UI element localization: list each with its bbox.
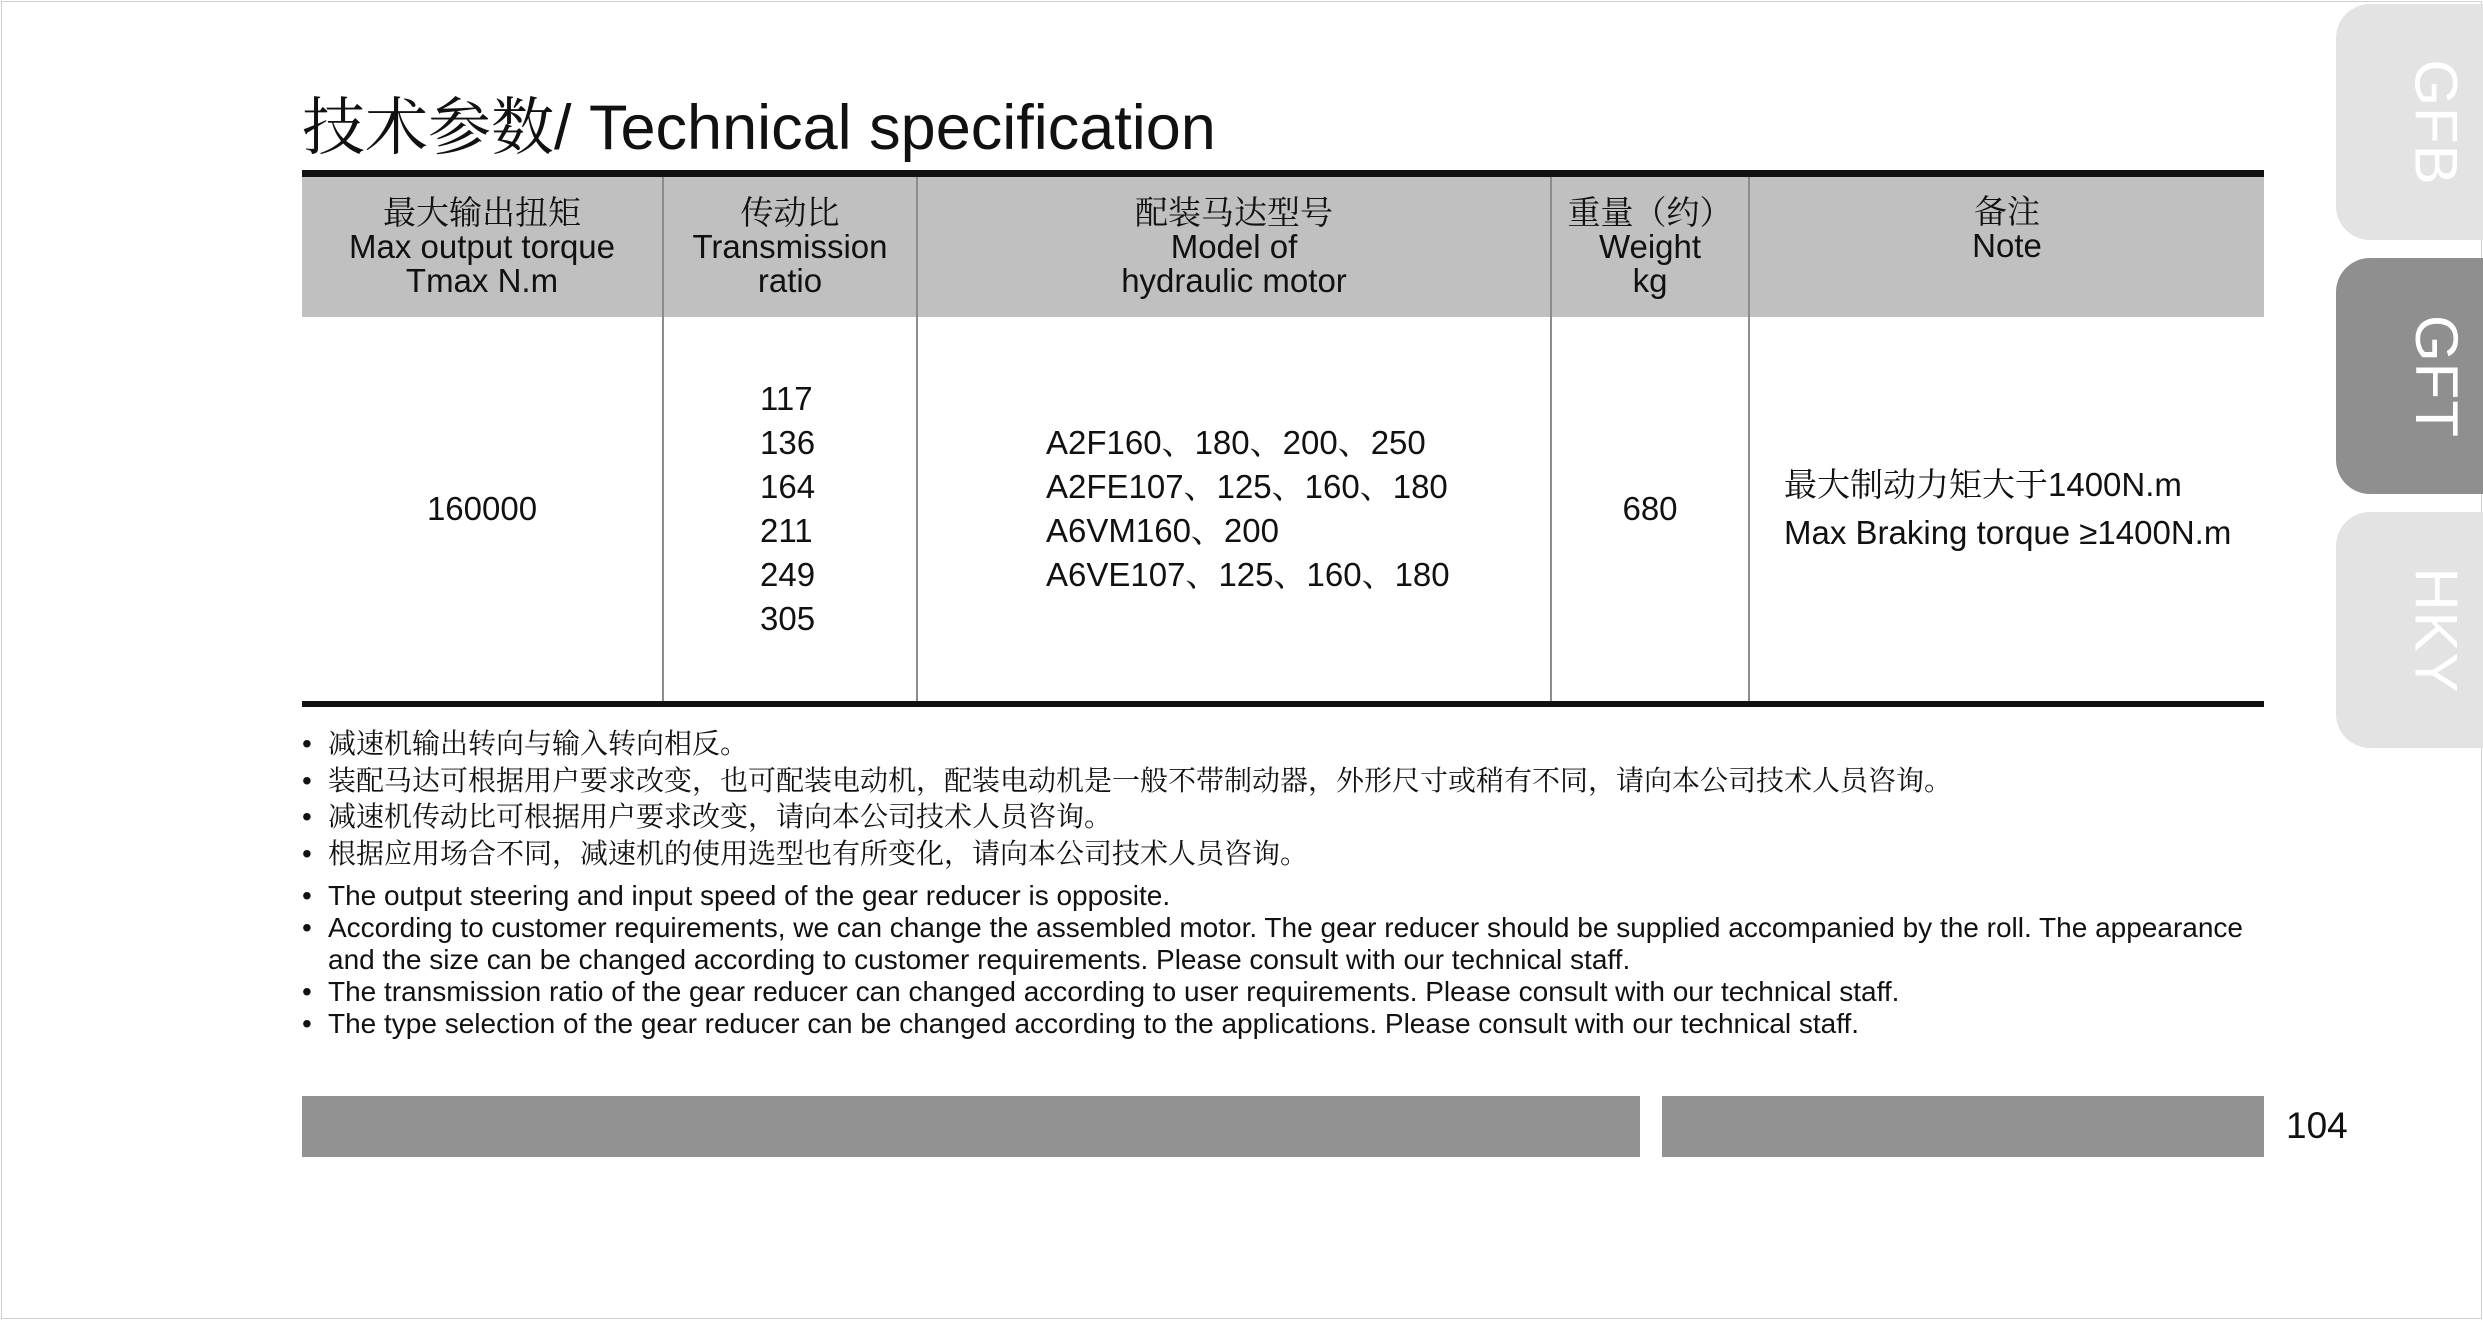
list-item: • 装配马达可根据用户要求改变，也可配装电动机，配装电动机是一般不带制动器，外形尺寸或稍有不同，请向本公司技术人员咨询。 <box>302 763 2272 800</box>
header-note <box>1750 177 2264 317</box>
footer-bar-right <box>1662 1096 2264 1157</box>
list-item: • 根据应用场合不同，减速机的使用选型也有所变化，请向本公司技术人员咨询。 <box>302 836 2272 873</box>
header-hydraulic-motor-model <box>918 177 1550 317</box>
cell-motor-models <box>1046 317 1550 701</box>
header-transmission-ratio <box>664 177 916 317</box>
list-item: • 减速机传动比可根据用户要求改变，请向本公司技术人员咨询。 <box>302 799 2272 836</box>
footer-bar-left <box>302 1096 1640 1157</box>
side-tab-gft[interactable] <box>2336 258 2483 494</box>
ratio-value: 117 <box>760 380 813 417</box>
header-line: Tmax N.m <box>405 262 559 299</box>
side-tab-label: HKY <box>2402 566 2470 694</box>
note-line: 最大制动力矩大于1400N.m <box>1784 466 2182 503</box>
cell-value: 160000 <box>426 490 538 527</box>
cell-note <box>1784 317 2264 701</box>
header-max-output-torque <box>302 177 662 317</box>
page-number: 104 <box>2286 1105 2348 1146</box>
cell-transmission-ratios <box>760 317 916 701</box>
notes-chinese <box>302 726 2272 872</box>
ratio-value: 136 <box>760 424 816 461</box>
header-line: 最大输出扭矩 <box>383 194 581 231</box>
header-line: Transmission <box>692 228 888 265</box>
note-line: Max Braking torque ≥1400N.m <box>1784 514 2232 551</box>
header-line: 备注 <box>1974 193 2040 230</box>
header-line: 传动比 <box>740 194 840 231</box>
header-line: kg <box>1632 262 1668 299</box>
cell-value: 680 <box>1622 490 1678 527</box>
header-line: Max output torque <box>349 228 615 265</box>
motor-model: A2F160、180、200、250 <box>1046 424 1426 461</box>
side-tab-label: GFT <box>2402 314 2470 438</box>
motor-model: A2FE107、125、160、180 <box>1046 468 1448 505</box>
cell-weight <box>1552 317 1748 701</box>
ratio-value: 164 <box>760 468 816 505</box>
side-tab-label: GFB <box>2402 58 2470 186</box>
cell-max-output-torque <box>302 317 662 701</box>
header-line: 重量（约） <box>1567 194 1733 231</box>
header-line: hydraulic motor <box>1121 262 1347 299</box>
side-tab-gfb[interactable] <box>2336 4 2483 240</box>
ratio-value: 249 <box>760 556 816 593</box>
header-line: Note <box>1972 227 2042 264</box>
list-item: • The type selection of the gear reducer can be changed according to the applications. Please consult with our technical staff. <box>302 1008 2272 1040</box>
table-top-rule <box>302 170 2264 177</box>
header-weight <box>1552 177 1748 317</box>
header-line: 配装马达型号 <box>1135 194 1333 231</box>
ratio-value: 211 <box>760 512 813 549</box>
page-title: 技术参数/ Technical specification <box>302 93 1216 163</box>
ratio-value: 305 <box>760 600 816 637</box>
motor-model: A6VE107、125、160、180 <box>1046 556 1450 593</box>
table-bottom-rule <box>302 701 2264 707</box>
list-item: • The transmission ratio of the gear reducer can changed according to user requirements. Please consult with our technical staff. <box>302 976 2272 1008</box>
notes-english <box>302 880 2272 1040</box>
motor-model: A6VM160、200 <box>1046 512 1279 549</box>
list-item: • According to customer requirements, we can change the assembled motor. The gear reducer should be supplied accompanied by the roll. The appearance and the size can be changed according to customer requirements. Please consult with our technical staff. <box>302 912 2272 976</box>
list-item: • 减速机输出转向与输入转向相反。 <box>302 726 2272 763</box>
side-tab-hky[interactable] <box>2336 512 2483 748</box>
header-line: Model of <box>1170 228 1298 265</box>
list-item: • The output steering and input speed of the gear reducer is opposite. <box>302 880 2272 912</box>
header-line: Weight <box>1598 228 1702 265</box>
header-line: ratio <box>757 262 823 299</box>
